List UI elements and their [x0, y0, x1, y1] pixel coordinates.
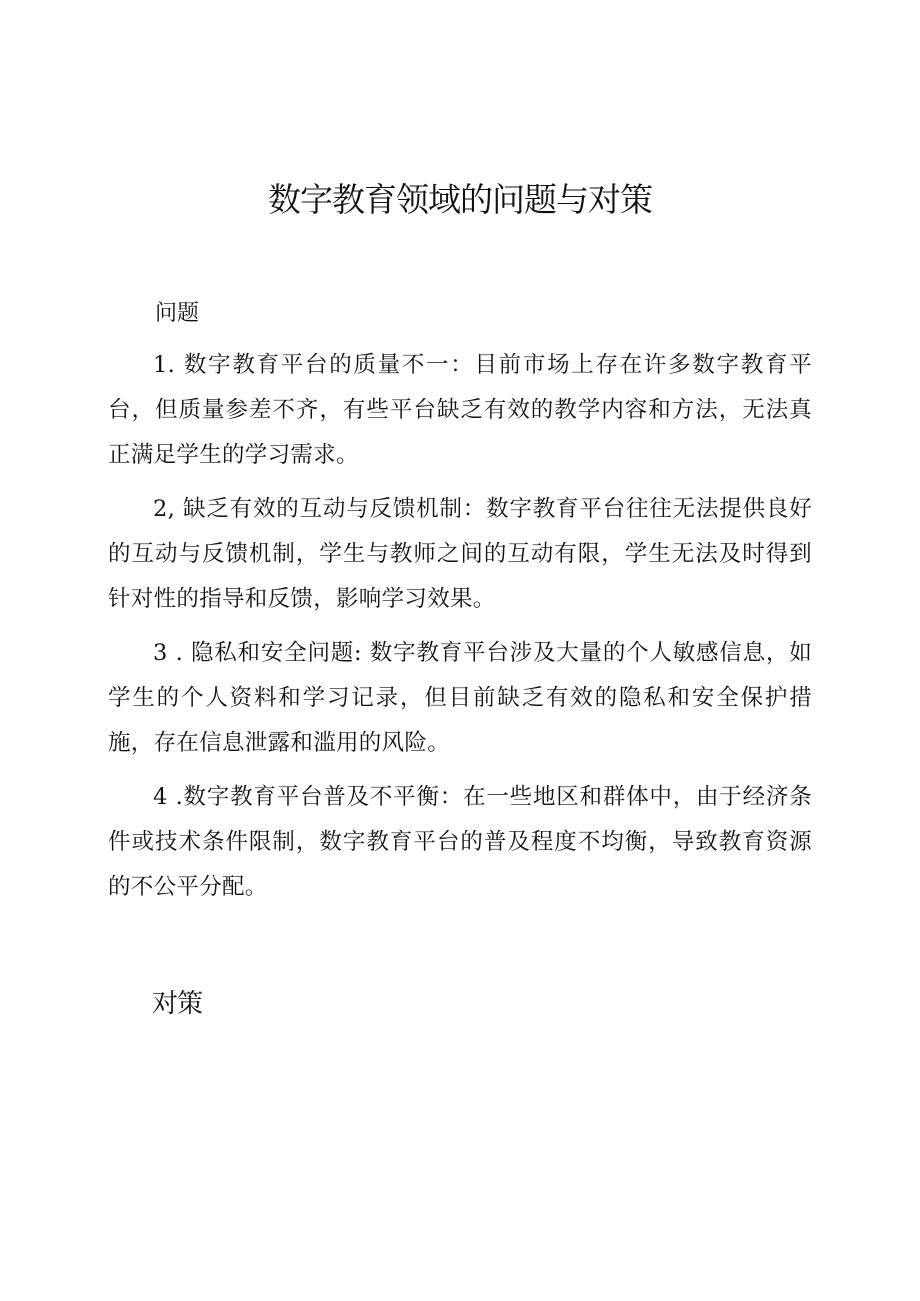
problem-paragraph-2: 2, 缺乏有效的互动与反馈机制：数字教育平台往往无法提供良好的互动与反馈机制，学生与教师之间的互动有限，学生无法及时得到针对性的指导和反馈，影响学习效果。 — [108, 496, 812, 612]
problem-paragraph-1: 1. 数字教育平台的质量不一：目前市场上存在许多数字教育平台，但质量参差不齐，有些平台缺乏有效的教学内容和方法，无法真正满足学生的学习需求。 — [108, 352, 812, 468]
problem-paragraph-4: 4 .数字教育平台普及不平衡：在一些地区和群体中，由于经济条件或技术条件限制，数字教育平台的普及程度不均衡，导致教育资源的不公平分配。 — [108, 784, 812, 900]
countermeasures-heading: 对策 — [152, 989, 203, 1019]
problems-heading: 问题 — [155, 301, 200, 326]
document-title: 数字教育领域的问题与对策 — [268, 180, 652, 219]
problem-paragraph-3: 3 . 隐私和安全问题: 数字教育平台涉及大量的个人敏感信息，如学生的个人资料和学习记录，但目前缺乏有效的隐私和安全保护措施，存在信息泄露和滥用的风险。 — [108, 640, 812, 756]
problems-list — [108, 343, 812, 919]
